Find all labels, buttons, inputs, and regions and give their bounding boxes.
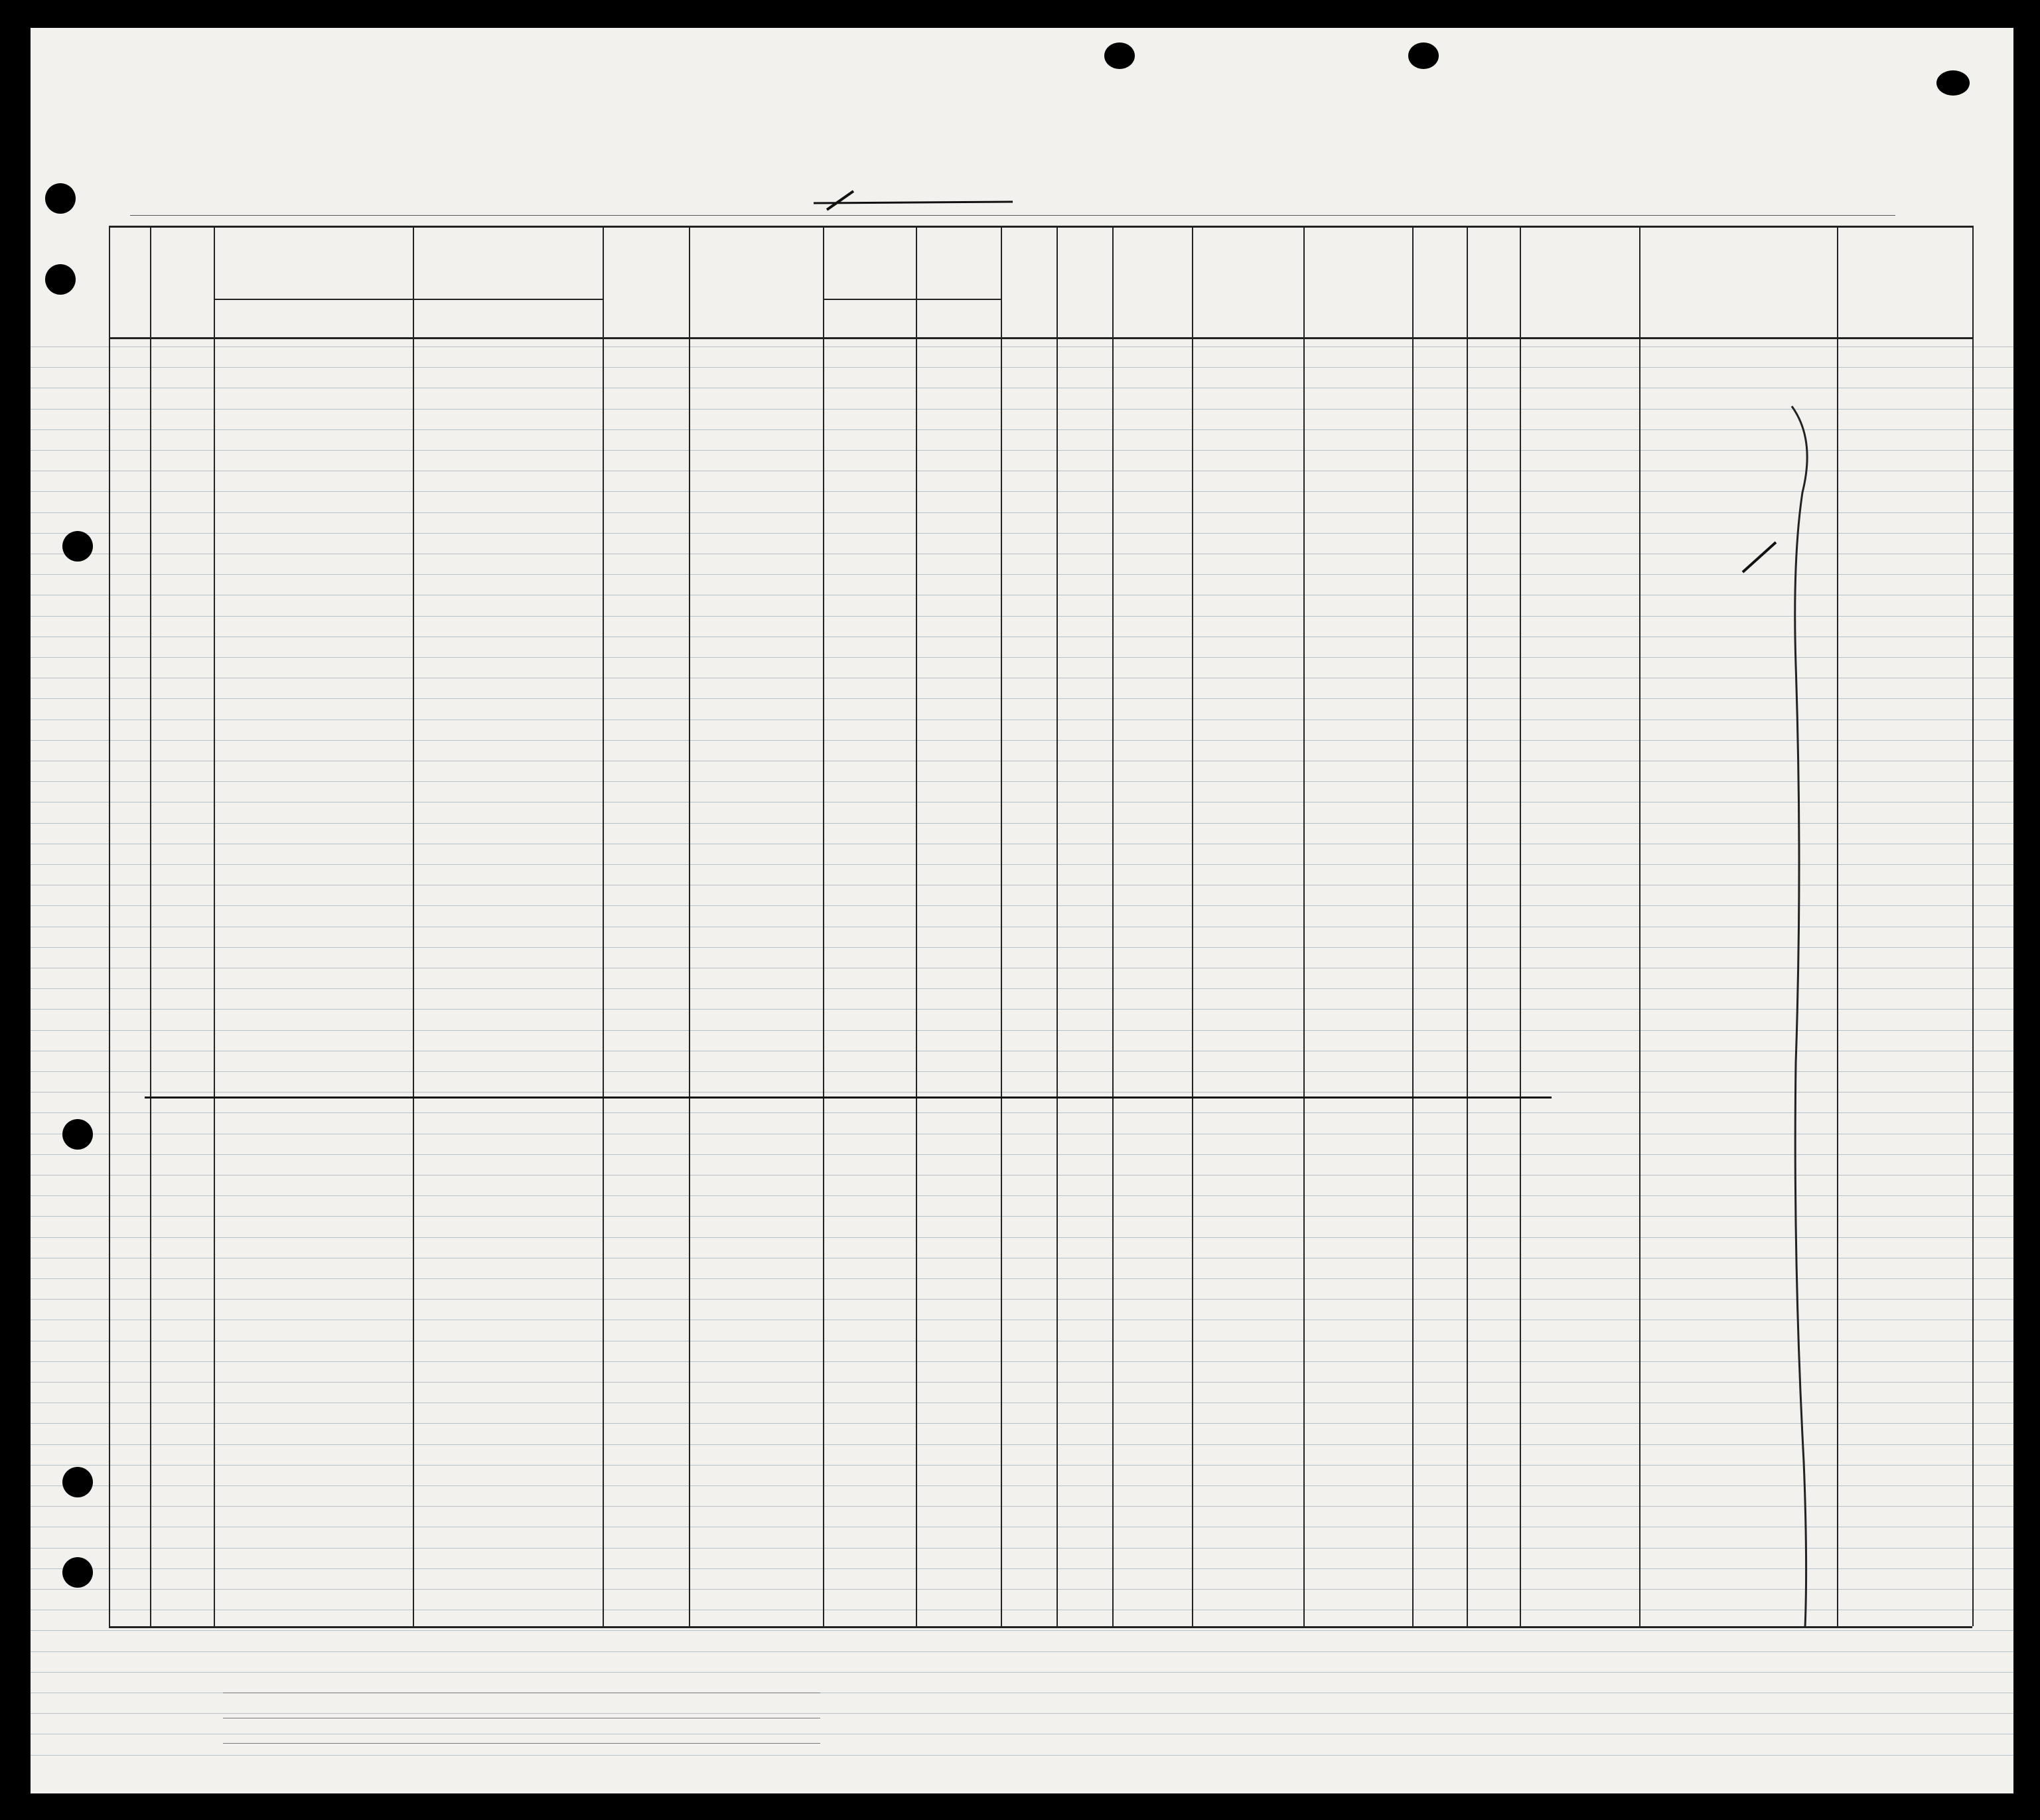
check-marks xyxy=(31,28,2013,1793)
ditto-line xyxy=(1729,400,1849,1647)
row-18-strike xyxy=(145,1097,1552,1099)
manifest-sheet xyxy=(31,28,2013,1793)
agents-rule xyxy=(223,1743,820,1744)
